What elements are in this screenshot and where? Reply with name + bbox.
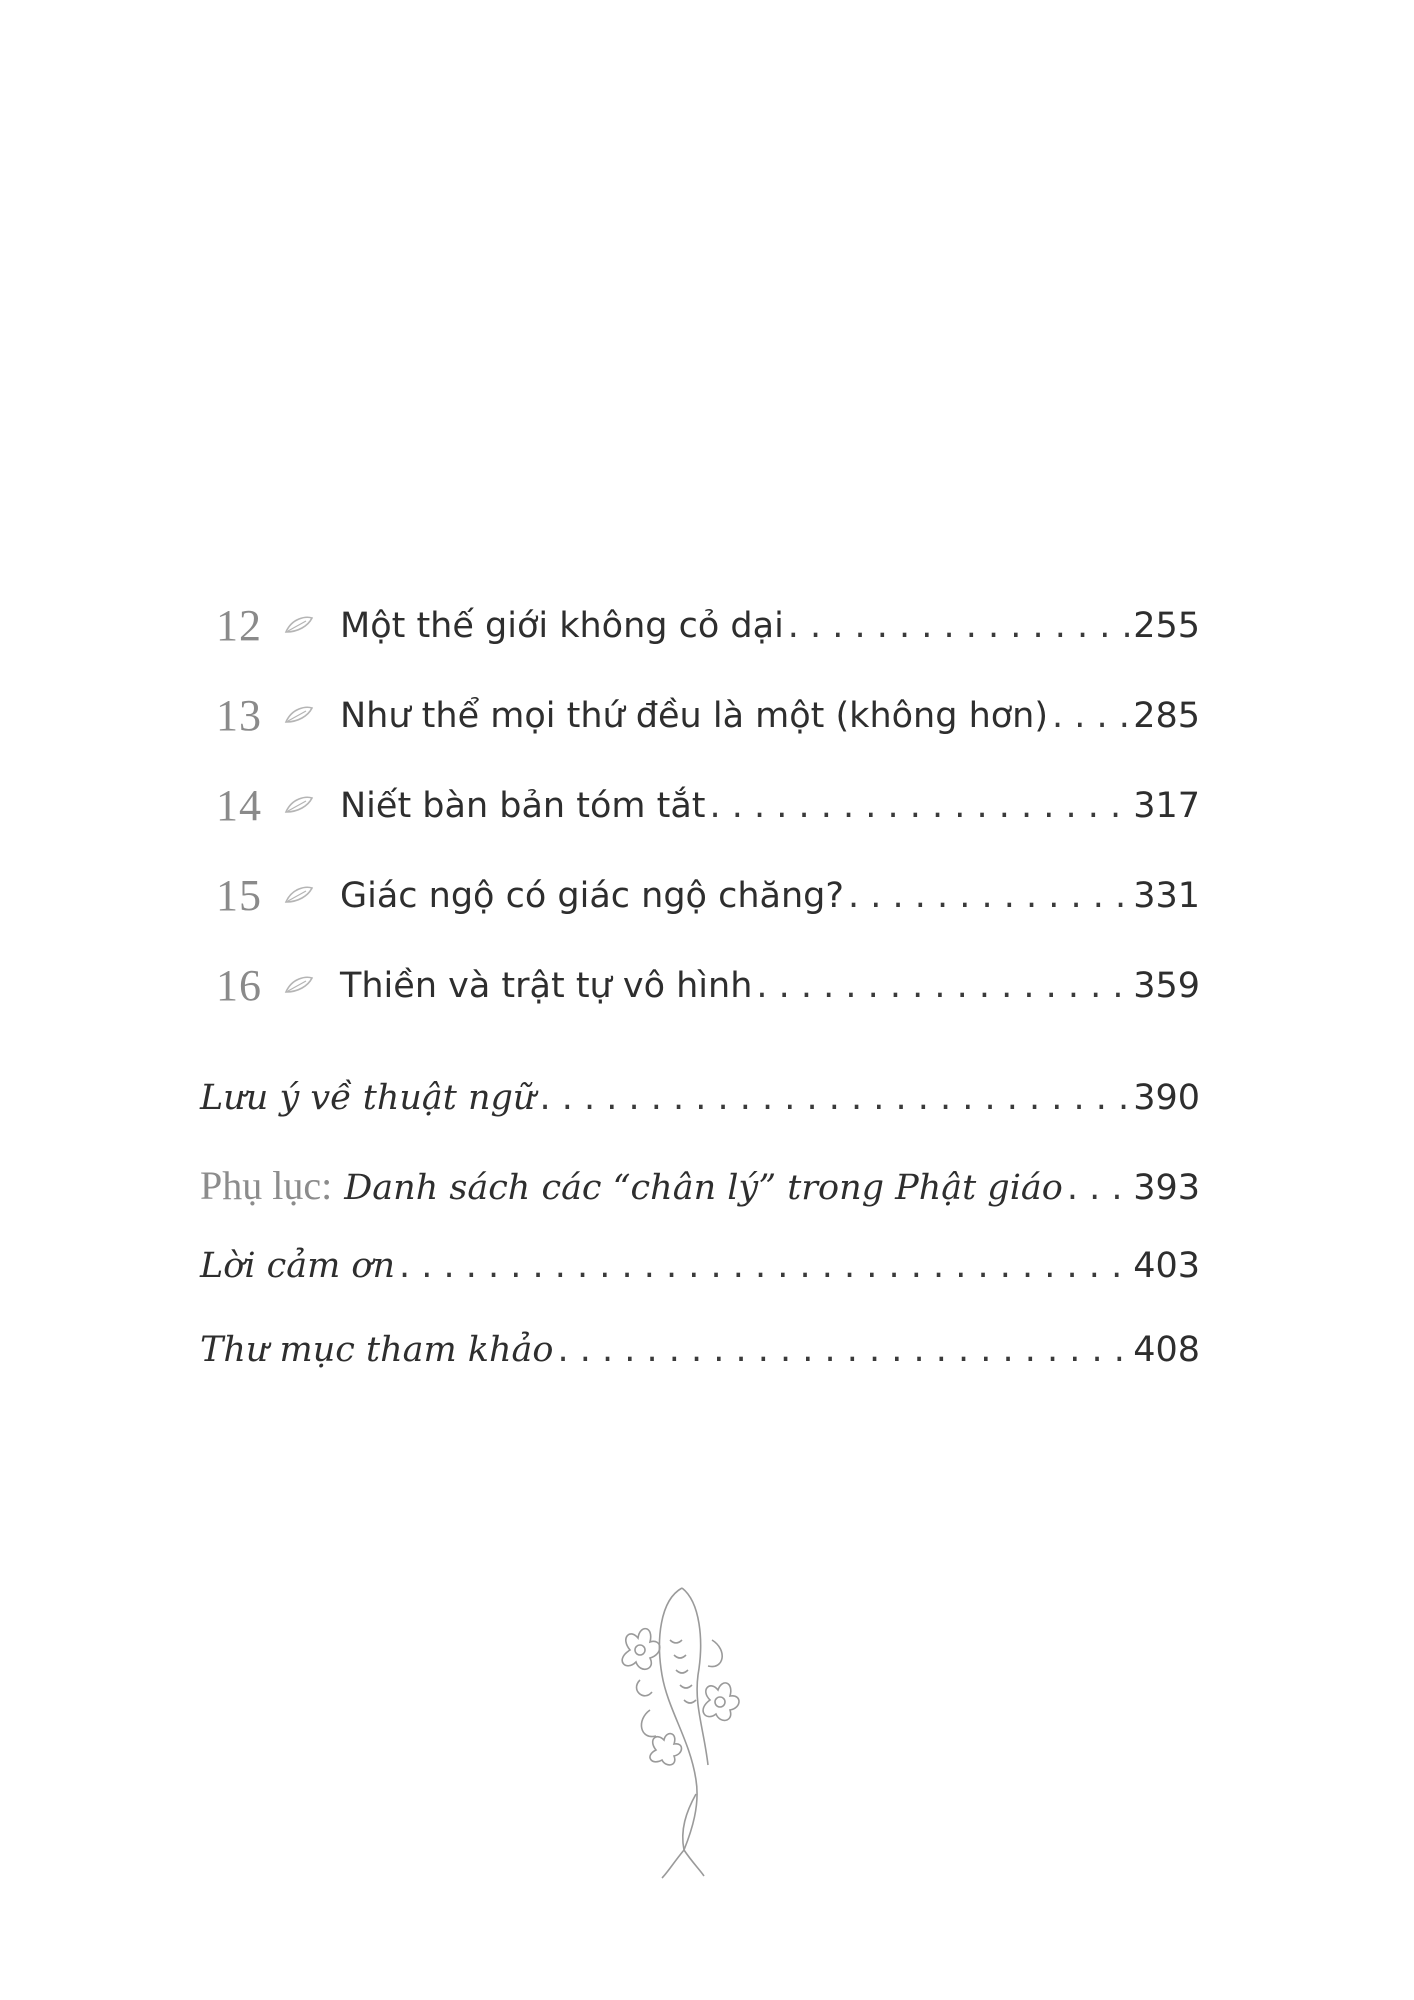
back-matter-title: Lưu ý về thuật ngữ bbox=[200, 1078, 536, 1118]
leaf-icon bbox=[284, 614, 314, 636]
page-number: 390 bbox=[1133, 1078, 1200, 1118]
chapter-title: Như thể mọi thứ đều là một (không hơn) bbox=[340, 696, 1048, 736]
page-number: 408 bbox=[1133, 1330, 1200, 1370]
page-number: 317 bbox=[1133, 786, 1200, 826]
dot-leader bbox=[756, 966, 1129, 1006]
chapter-number: 15 bbox=[216, 871, 262, 920]
leaf-icon bbox=[284, 704, 314, 726]
toc-chapter-entry[interactable] bbox=[200, 590, 1200, 680]
table-of-contents bbox=[200, 590, 1200, 1400]
chapter-title: Giác ngộ có giác ngộ chăng? bbox=[340, 876, 844, 916]
chapter-title: Thiền và trật tự vô hình bbox=[340, 966, 753, 1006]
toc-chapter-entry[interactable] bbox=[200, 680, 1200, 770]
leaf-icon bbox=[284, 884, 314, 906]
toc-chapter-entry[interactable] bbox=[200, 770, 1200, 860]
chapter-number: 14 bbox=[216, 781, 262, 830]
chapter-number: 13 bbox=[216, 691, 262, 740]
dot-leader bbox=[788, 606, 1129, 646]
toc-back-matter-entry[interactable] bbox=[200, 1232, 1200, 1316]
toc-back-matter-entry[interactable] bbox=[200, 1316, 1200, 1400]
appendix-prefix: Phụ lục: bbox=[200, 1163, 333, 1208]
page-number: 403 bbox=[1133, 1246, 1200, 1286]
back-matter-title: Thư mục tham khảo bbox=[200, 1330, 554, 1370]
dot-leader bbox=[539, 1078, 1129, 1118]
dot-leader bbox=[709, 786, 1129, 826]
page-number: 393 bbox=[1133, 1168, 1200, 1208]
chapter-number: 16 bbox=[216, 961, 262, 1010]
dot-leader bbox=[848, 876, 1129, 916]
toc-back-matter-entry[interactable] bbox=[200, 1064, 1200, 1148]
page-number: 285 bbox=[1133, 696, 1200, 736]
dot-leader bbox=[399, 1246, 1129, 1286]
toc-chapter-entry[interactable] bbox=[200, 950, 1200, 1040]
dot-leader bbox=[1052, 696, 1129, 736]
page-number: 255 bbox=[1133, 606, 1200, 646]
back-matter-title: Lời cảm ơn bbox=[200, 1246, 396, 1286]
chapter-title: Niết bàn bản tóm tắt bbox=[340, 786, 706, 826]
leaf-icon bbox=[284, 794, 314, 816]
dot-leader bbox=[1067, 1168, 1129, 1208]
page-number: 359 bbox=[1133, 966, 1200, 1006]
toc-chapter-entry[interactable] bbox=[200, 860, 1200, 950]
toc-back-matter-entry[interactable] bbox=[200, 1148, 1200, 1232]
koi-fish-illustration bbox=[600, 1580, 760, 1880]
dot-leader bbox=[558, 1330, 1130, 1370]
chapter-title: Một thế giới không cỏ dại bbox=[340, 606, 784, 646]
back-matter-title: Danh sách các “chân lý” trong Phật giáo bbox=[344, 1168, 1063, 1208]
leaf-icon bbox=[284, 974, 314, 996]
chapter-number: 12 bbox=[216, 601, 262, 650]
page-number: 331 bbox=[1133, 876, 1200, 916]
